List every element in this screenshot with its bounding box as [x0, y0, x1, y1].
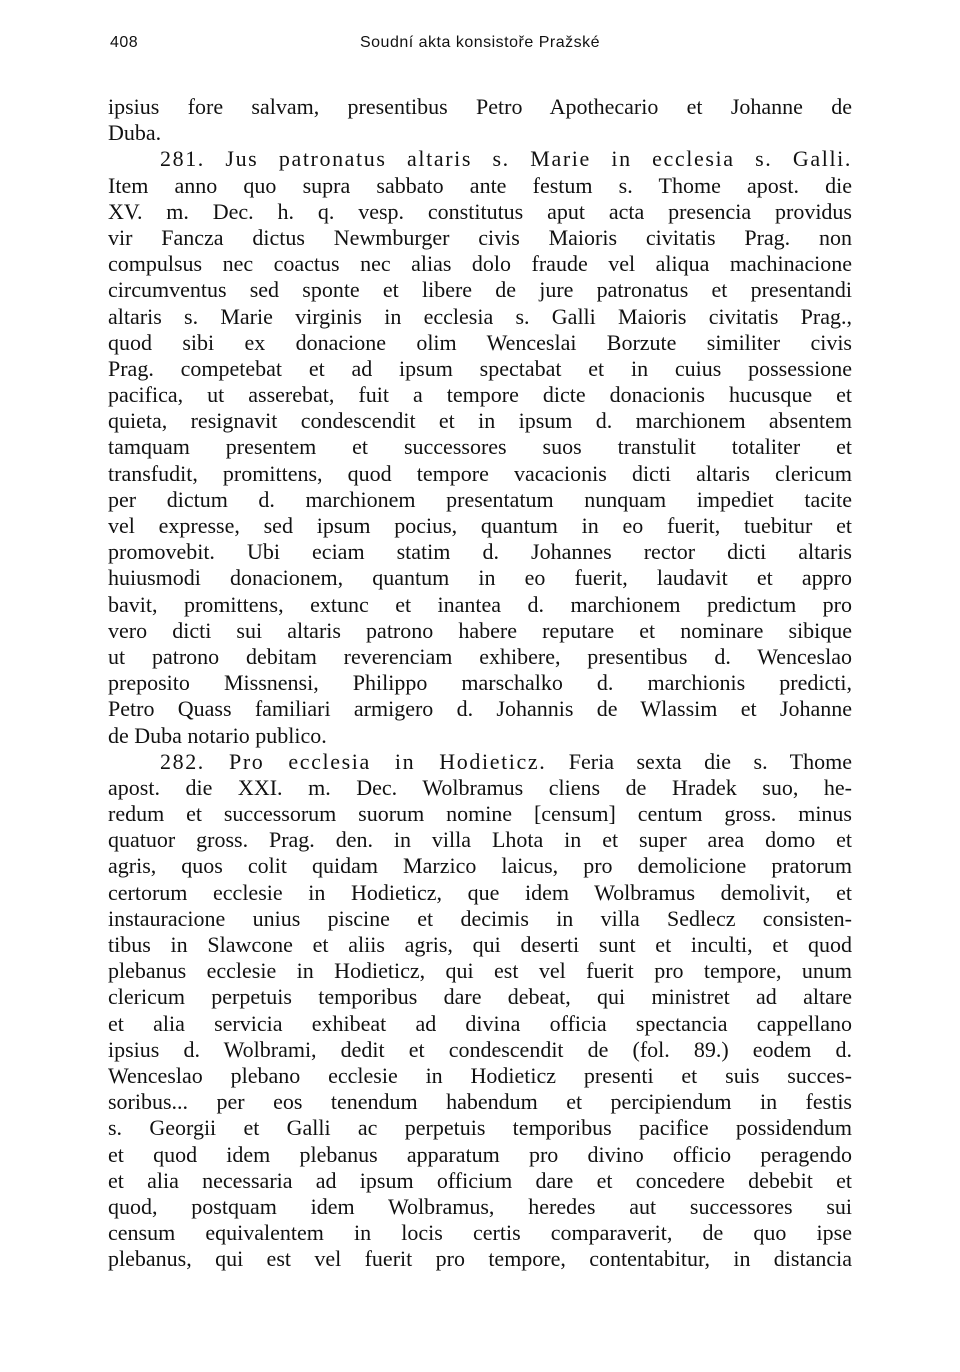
- text-line: preposito Missnensi, Philippo marschalko d. marchionis predicti,: [108, 670, 852, 696]
- text-line: vir Fancza dictus Newmburger civis Maioris civitatis Prag. non: [108, 224, 852, 250]
- text-line: et alia necessaria ad ipsum officium dare et concedere debebit et: [108, 1167, 852, 1193]
- text-line: Item anno quo supra sabbato ante festum s. Thome apost. die: [108, 172, 852, 198]
- text-line: quod sibi ex donacione olim Wenceslai Borzute similiter civis: [108, 329, 852, 355]
- text-line: apost. die XXI. m. Dec. Wolbramus cliens de Hradek suo, he-: [108, 774, 852, 800]
- text-line: per dictum d. marchionem presentatum nunquam impediet tacite: [108, 486, 852, 512]
- text-line: quieta, resignavit condescendit et in ipsum d. marchionem absentem: [108, 408, 852, 434]
- entry-heading: 281. Jus patronatus altaris s. Marie in ecclesia s. Galli.: [160, 146, 852, 172]
- text-line: et alia servicia exhibeat ad divina officia spectancia cappellano: [108, 1010, 852, 1036]
- text-line: Petro Quass familiari armigero d. Johannis de Wlassim et Johanne: [108, 696, 852, 722]
- text-line: instauracione unius piscine et decimis in villa Sedlecz consisten-: [108, 905, 852, 931]
- text-line: agris, quos colit quidam Marzico laicus, pro demolicione pratorum: [108, 853, 852, 879]
- text-line: XV. m. Dec. h. q. vesp. constitutus aput acta presencia providus: [108, 198, 852, 224]
- page-body: [108, 94, 852, 1272]
- text-line: tamquam presentem et successores suos transtulit totaliter et: [108, 434, 852, 460]
- text-line: de Duba notario publico.: [108, 722, 327, 748]
- text-line: promovebit. Ubi eciam statim d. Johannes rector dicti altaris: [108, 539, 852, 565]
- entry-281: [108, 146, 852, 748]
- entry-282: [108, 749, 852, 1273]
- text-line: tibus in Slawcone et aliis agris, qui deserti sunt et inculti, et quod: [108, 932, 852, 957]
- text-line: circumventus sed sponte et libere de jure patronatus et presentandi: [108, 277, 852, 303]
- text-line: ipsius d. Wolbrami, dedit et condescendit de (fol. 89.) eodem d.: [108, 1036, 852, 1062]
- text-line: plebanus ecclesie in Hodieticz, qui est vel fuerit pro tempore, unum: [108, 958, 852, 984]
- text-line: redum et successorum suorum nomine [censum] centum gross. minus: [108, 801, 852, 827]
- page-number: 408: [110, 34, 139, 51]
- text-line: certorum ecclesie in Hodieticz, que idem Wolbramus demolivit, et: [108, 879, 852, 905]
- text-line: bavit, promittens, extunc et inantea d. marchionem predictum pro: [108, 591, 852, 617]
- text-line: soribus... per eos tenendum habendum et percipiendum in festis: [108, 1089, 852, 1115]
- text-line: Wenceslao plebano ecclesie in Hodieticz presenti et suis succes-: [108, 1062, 852, 1088]
- text-line: ut patrono debitam reverenciam exhibere, presentibus d. Wenceslao: [108, 643, 852, 669]
- text-line: vero dicti sui altaris patrono habere reputare et nominare sibique: [108, 617, 852, 643]
- text-line: censum equivalentem in locis certis comparaverit, de quo ipse: [108, 1220, 852, 1246]
- text-line: transfudit, promittens, quod tempore vacacionis dicti altaris clericum: [108, 460, 852, 486]
- text-line: compulsus nec coactus nec alias dolo fraude vel aliqua machinacione: [108, 251, 852, 277]
- text-line: s. Georgii et Galli ac perpetuis temporibus pacifice possidendum: [108, 1115, 852, 1141]
- paragraph-continuation: [108, 94, 852, 146]
- page-header: [110, 34, 850, 60]
- entry-heading-tail: Feria sexta die s. Thome: [546, 748, 852, 774]
- entry-heading-line: [108, 749, 852, 775]
- text-line: plebanus, qui est vel fuerit pro tempore, contentabitur, in distancia: [108, 1246, 852, 1272]
- text-line: ipsius fore salvam, presentibus Petro Apothecario et Johanne de: [108, 94, 852, 119]
- text-line: vel expresse, sed ipsum pocius, quantum in eo fuerit, tuebitur et: [108, 513, 852, 538]
- text-line: altaris s. Marie virginis in ecclesia s. Galli Maioris civitatis Prag.,: [108, 303, 852, 329]
- text-line: pacifica, ut asserebat, fuit a tempore dicte donacionis hucusque et: [108, 382, 852, 408]
- text-line: clericum perpetuis temporibus dare debeat, qui ministret ad altare: [108, 984, 852, 1010]
- text-line: Prag. competebat et ad ipsum spectabat et in cuius possessione: [108, 355, 852, 381]
- text-line: quod, postquam idem Wolbramus, heredes aut successores sui: [108, 1193, 852, 1219]
- text-line: quatuor gross. Prag. den. in villa Lhota in et super area domo et: [108, 827, 852, 853]
- text-line: Duba.: [108, 120, 162, 146]
- text-line: huiusmodi donacionem, quantum in eo fuerit, laudavit et appro: [108, 565, 852, 591]
- entry-heading: 282. Pro ecclesia in Hodieticz.: [160, 748, 547, 774]
- running-head: Soudní akta konsistoře Pražské: [359, 34, 600, 51]
- text-line: et quod idem plebanus apparatum pro divino officio peragendo: [108, 1141, 852, 1167]
